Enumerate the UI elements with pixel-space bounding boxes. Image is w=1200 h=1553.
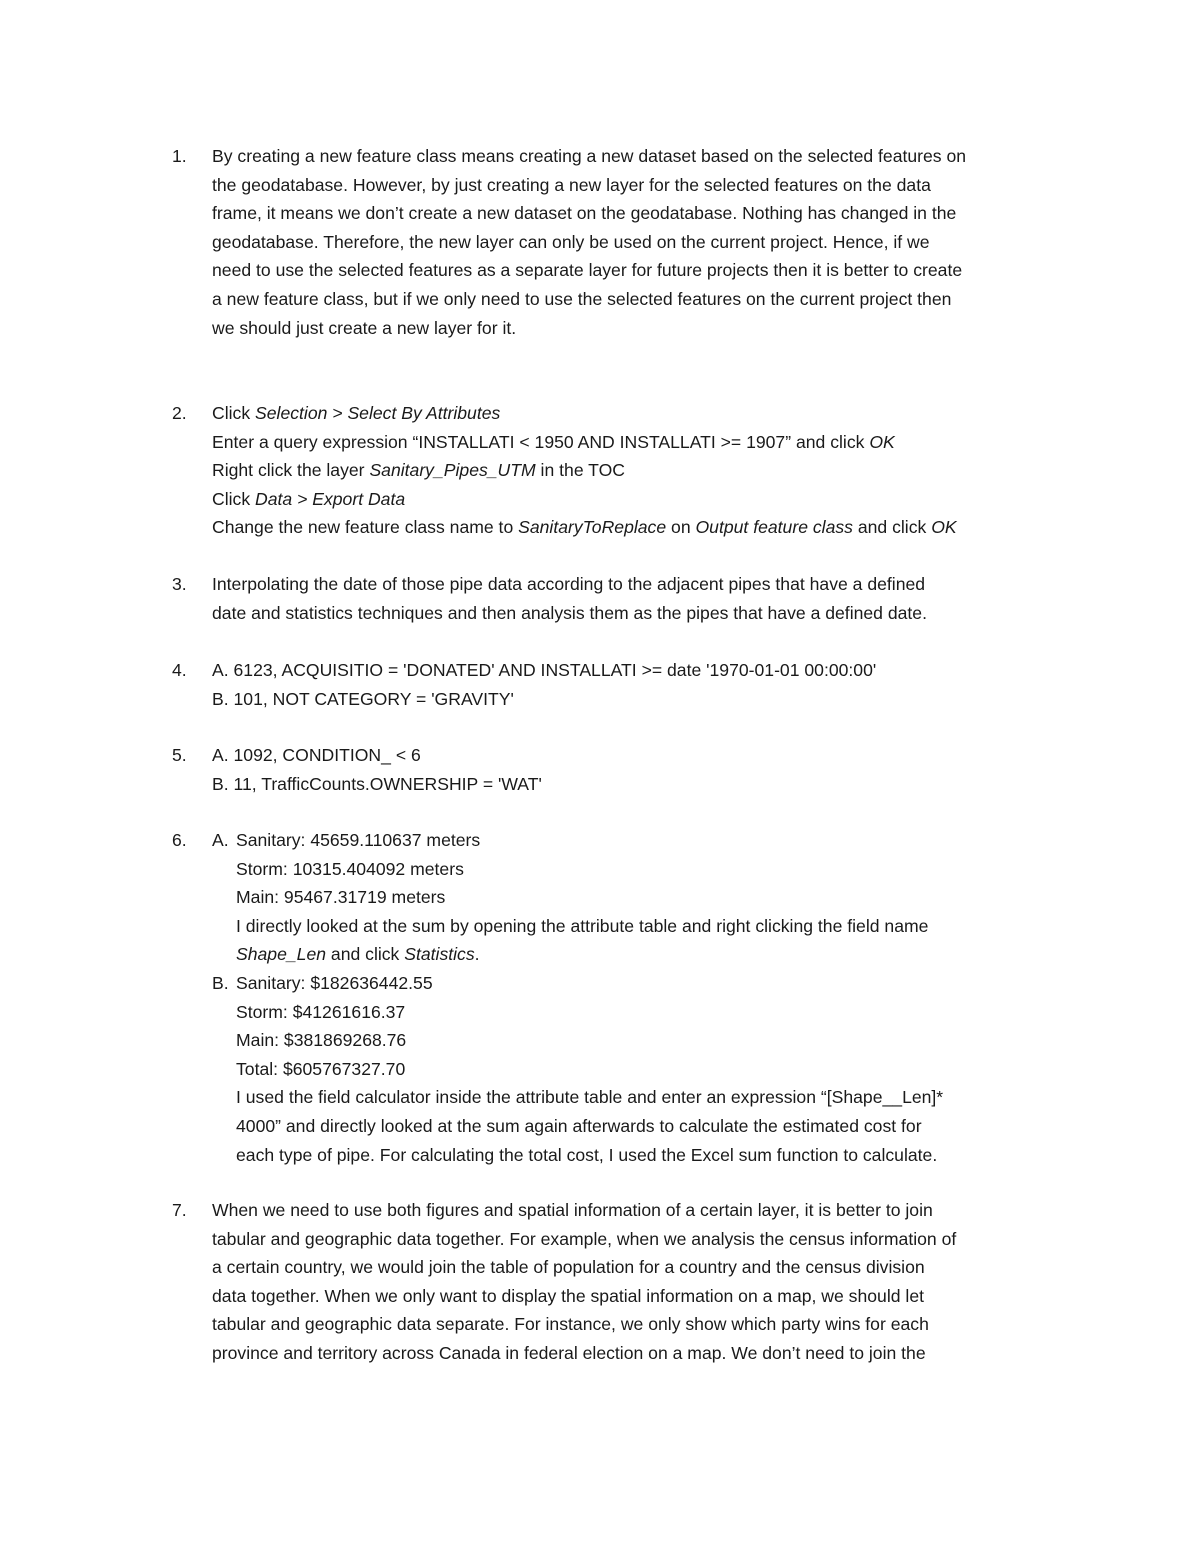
step-text: . [474,944,480,965]
answer-3-line: date and statistics techniques and then analysis them as the pipes that have a defined date. [212,602,927,623]
answer-1-line: frame, it means we don’t create a new dataset on the geodatabase. Nothing has changed in the [212,203,957,224]
part-a-line: Sanitary: 45659.110637 meters [236,830,481,850]
answer-1-line: need to use the selected features as a separate layer for future projects then it is better to create [212,260,963,281]
part-a-line: I directly looked at the sum by opening the attribute table and right clicking the field name [236,915,929,936]
answer-7-number: 7. [172,1200,187,1220]
step-text: Enter a query expression “INSTALLATI < 1950 AND INSTALLATI >= 1907” and click [212,431,870,452]
answer-3-line: Interpolating the date of those pipe data according to the adjacent pipes that have a defined [212,574,926,594]
part-a-line: Main: 95467.31719 meters [236,887,446,908]
answer-7-line: data together. When we only want to display the spatial information on a map, we should let [212,1285,924,1306]
step-line [212,399,1072,428]
answer-1-line: the geodatabase. However, by just creating a new layer for the selected features on the data [212,174,931,195]
answer-1-text [212,142,1072,342]
answer-3-number: 3. [172,574,187,594]
button-name: OK [869,431,895,452]
answer-5 [172,741,1072,798]
menu-path: Selection > Select By Attributes [255,403,501,423]
step-text: Click [212,488,256,509]
menu-item-name: Statistics [404,944,475,965]
answer-1-line: we should just create a new layer for it. [212,317,517,338]
field-name: Shape_Len [236,944,327,965]
part-b-line: I used the field calculator inside the attribute table and enter an expression “[Shape__Len]* [236,1087,944,1108]
part-a-line: Storm: 10315.404092 meters [236,858,464,879]
answer-7-text [212,1196,1072,1368]
answer-2-number: 2. [172,403,187,423]
part-b-line: 4000” and directly looked at the sum again afterwards to calculate the estimated cost for [236,1115,922,1136]
answer-4 [172,656,1072,713]
part-b-line: Storm: $41261616.37 [236,1001,406,1022]
answer-3 [172,570,1072,627]
answer-7 [172,1196,1072,1368]
answer-3-text [212,570,1072,627]
part-b-line: Total: $605767327.70 [236,1058,406,1079]
answer-6-part-b [212,969,1072,1169]
layer-name: Sanitary_Pipes_UTM [369,460,536,481]
answer-1 [172,142,1072,342]
answer-4-number: 4. [172,660,187,680]
step-line [212,485,1072,514]
answer-5-line: A. 1092, CONDITION_ < 6 [212,745,421,765]
answer-6-text [212,826,1072,1169]
step-text: in the TOC [535,460,625,481]
answer-4-line: A. 6123, ACQUISITIO = 'DONATED' AND INSTALLATI >= date '1970-01-01 00:00:00' [212,660,877,680]
step-text: and click [852,517,932,538]
answer-1-line: By creating a new feature class means creating a new dataset based on the selected features on [212,146,967,166]
part-b-line: each type of pipe. For calculating the total cost, I used the Excel sum function to calculate. [236,1144,938,1165]
step-text: on [666,517,696,538]
feature-class-name: SanitaryToReplace [518,517,667,538]
answer-6 [172,826,1072,1169]
step-line [212,513,1072,542]
step-line [212,428,1072,457]
answer-7-line: a certain country, we would join the table of population for a country and the census division [212,1257,925,1278]
field-name: Output feature class [695,517,853,538]
answer-7-line: province and territory across Canada in federal election on a map. We don’t need to join the [212,1342,926,1363]
answer-1-number: 1. [172,146,187,166]
answer-7-line: tabular and geographic data separate. For instance, we only show which party wins for each [212,1314,929,1335]
answer-4-line: B. 101, NOT CATEGORY = 'GRAVITY' [212,688,514,709]
step-text: Change the new feature class name to [212,517,519,538]
answer-5-line: B. 11, TrafficCounts.OWNERSHIP = 'WAT' [212,773,542,794]
step-text: Click [212,403,256,423]
answer-6-number: 6. [172,830,187,850]
menu-path: Data > Export Data [255,488,406,509]
answer-1-line: a new feature class, but if we only need to use the selected features on the current project then [212,288,952,309]
button-name: OK [931,517,957,538]
answer-2 [172,399,1072,542]
answer-7-line: tabular and geographic data together. For example, when we analysis the census information of [212,1228,957,1249]
part-a-line [236,940,1072,969]
step-text: and click [326,944,405,965]
step-text: Right click the layer [212,460,370,481]
answer-5-text [212,741,1072,798]
answer-2-steps [212,399,1072,542]
answer-7-line: When we need to use both figures and spatial information of a certain layer, it is better to join [212,1200,933,1220]
answer-4-text [212,656,1072,713]
answer-1-line: geodatabase. Therefore, the new layer can only be used on the current project. Hence, if we [212,231,930,252]
part-b-line: Sanitary: $182636442.55 [236,972,433,993]
answer-5-number: 5. [172,745,187,765]
part-b-line: Main: $381869268.76 [236,1030,407,1051]
answer-6-part-a [212,826,1072,969]
step-line [212,456,1072,485]
part-b-label: B. [212,972,229,993]
part-a-label: A. [212,830,229,850]
